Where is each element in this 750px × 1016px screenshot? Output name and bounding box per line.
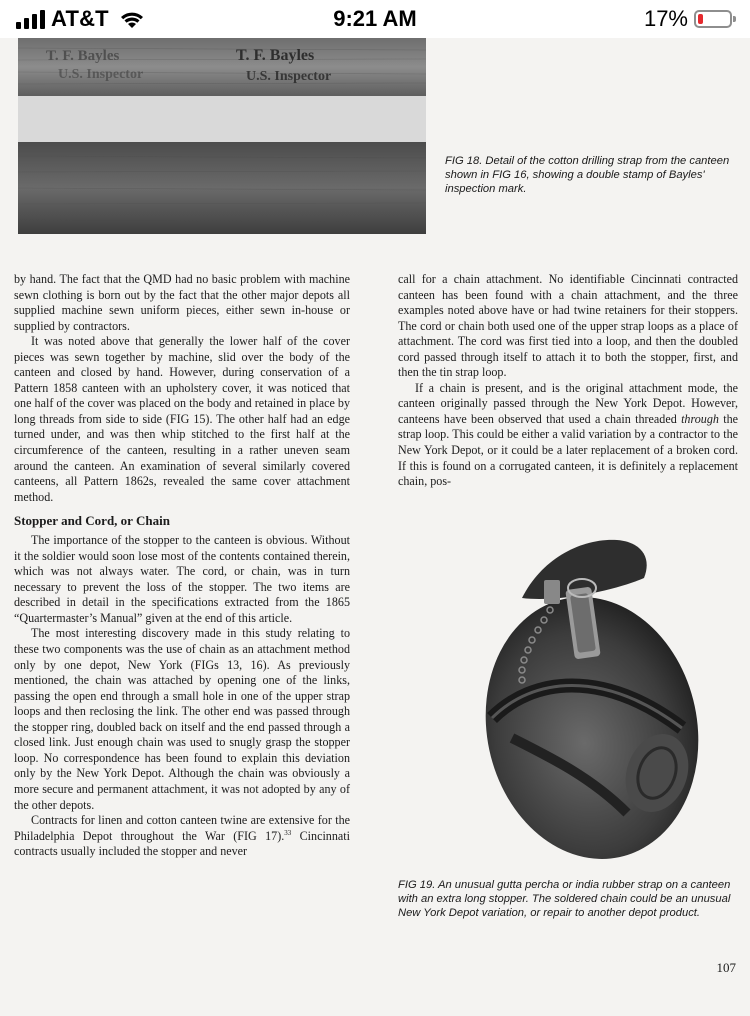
right-column [398,272,738,490]
footnote-ref: 33 [284,828,292,837]
paragraph-text: Cincinnati contracts usually included the stopper and never [14,828,350,859]
fig19-caption: FIG 19. An unusual gutta percha or india rubber strap on a canteen with an extra long stopper. The soldered chain could be an unusual New York Depot variation, or repair to another depot product. [398,879,731,919]
left-column [14,272,350,860]
section-heading: Stopper and Cord, or Chain [14,513,170,529]
stamp-text-faded-2: U.S. Inspector [58,67,144,82]
battery-nub [733,16,736,22]
stamp-text-2: U.S. Inspector [246,69,332,84]
paragraph [14,813,350,860]
stamp-text-faded-1: T. F. Bayles [46,48,120,64]
status-right [644,6,732,32]
paragraph-text: If a chain is present, and is the original attachment mode, the canteen originally passed through the New York Depot. However, canteens have been observed that used a chain threaded [398,380,738,426]
canteen-image [452,528,712,866]
clock: 9:21 AM [333,6,417,31]
battery-icon [694,10,732,28]
paragraph: call for a chain attachment. No identifiable Cincinnati contracted canteen has been found with a chain attachment, and the three examples noted above have or had twine retainers for their stoppers. The cord or chain both used one of the upper strap loops as a place of attachment. The cord was first tied into a loop, and then the doubled cord passed through itself to attach it to both the stopper, first, and then the tin strap loop. [398,272,738,380]
status-bar [0,0,750,38]
battery-level-fill [698,14,703,24]
battery-percent: 17% [643,6,688,31]
paragraph-text: the strap loop. This could be either a valid variation by a contractor to the New York Depot, or it could be a later replacement of a broken cord. If this is found on a corrugated canteen, it is definitely a replacement chain, pos- [398,411,738,489]
paragraph: The most interesting discovery made in this study relating to these two components was the use of chain as an attachment method only by one depot, New York (FIGs 13, 16). As previously mentioned, the chain was attached by opening one of the links, passing the open end through a small hole in one of the upper strap loops and then reclosing the link. The other end was passed through the stopper ring, doubled back on itself and the end passed through a closed link. Just enough chain was used to snugly grasp the stopper loop. No correspondence has been found to explain this deviation only by the New York Depot. Although the chain was obviously a more secure and permanent attachment, it was not adopted by any of the other depots. [14,626,350,812]
fig19-canteen-photo [452,528,712,866]
carrier-name: AT&T [51,6,109,31]
strap-photo-image [18,38,426,234]
paragraph-text: Contracts for linen and cotton canteen twine are extensive for the Philadelphia Depot throughout the War (FIG 17). [14,813,350,843]
fig18-caption: FIG 18. Detail of the cotton drilling strap from the canteen shown in FIG 16, showing a double stamp of Bayles' inspection mark. [445,155,730,195]
fig18-strap-photo [18,38,426,234]
paragraph [398,381,738,490]
page-number: 107 [716,960,736,975]
paragraph: The importance of the stopper to the canteen is obvious. Without it the soldier would soon lose most of the contents contained therein, which was not always water. The cord, or chain, was in turn necessary to prevent the loss of the stopper. The two items are described in detail in the specifications extracted from the 1865 “Quartermaster’s Manual” given at the end of this article. [14,533,350,625]
emphasis: through [681,411,719,426]
stamp-text-1: T. F. Bayles [236,47,315,64]
paragraph: by hand. The fact that the QMD had no basic problem with machine sewn clothing is born out by the fact that the other major depots all supplied machine sewn uniform pieces, either sewn in-house or supplied by contractors. [14,272,350,333]
paragraph: It was noted above that generally the lower half of the cover pieces was sewn together by machine, slid over the body of the canteen and closed by hand. However, during conservation of a Pattern 1858 canteen with an upholstery cover, it was noticed that one half of the cover was placed on the body and retained in place by long threads from side to side (FIG 15). The other half had an edge turned under, and was then whip stitched to the first half at the circumference of the canteen, resulting in a rather uneven seam around the canteen. An examination of several similarly covered canteens, all Pattern 1862s, revealed the same cover attachment method. [14,334,350,504]
